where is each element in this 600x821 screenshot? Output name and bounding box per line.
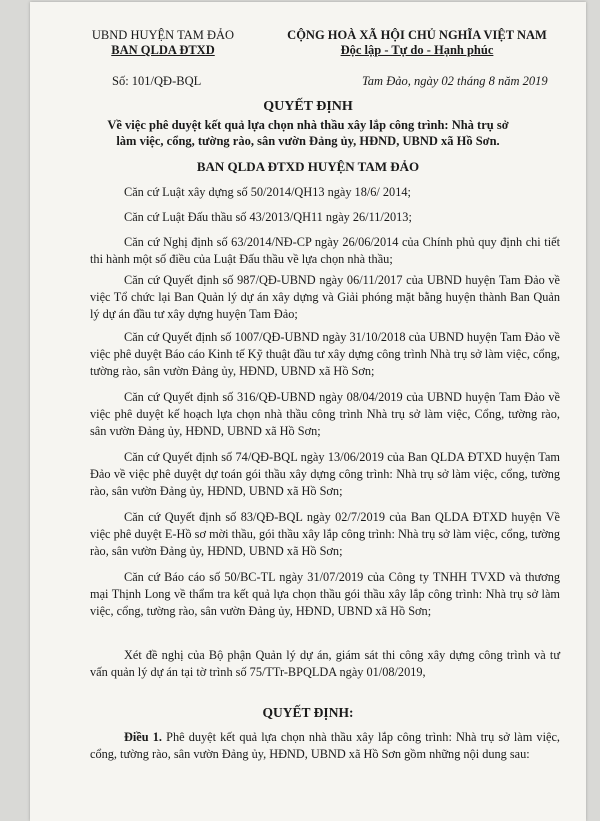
national-header xyxy=(262,28,572,58)
document-title: QUYẾT ĐỊNH xyxy=(263,99,353,114)
proposal-paragraph: Xét đề nghị của Bộ phận Quản lý dự án, giám sát thi công xây dựng công trình và tư vấn quản lý dự án tại tờ trình số 75/TTr-BPQLDA ngày 01/08/2019, xyxy=(90,648,560,679)
legal-basis-1: Căn cứ Luật xây dựng số 50/2014/QH13 ngày 18/6/ 2014; xyxy=(124,185,411,199)
unit-name: BAN QLDA ĐTXD xyxy=(111,43,215,57)
legal-basis-8: Căn cứ Quyết định số 83/QĐ-BQL ngày 02/7/2019 của Ban QLDA ĐTXD huyện Về việc phê duyệt E-Hồ sơ mời thầu, gói thầu xây lắp công trình: Nhà trụ sở làm việc, cổng, tường rào, sân vườn Đảng ủy, HĐND, UBND xã Hồ Sơn; xyxy=(90,510,560,558)
legal-basis-5: Căn cứ Quyết định số 1007/QĐ-UBND ngày 31/10/2018 của UBND huyện Tam Đảo về việc phê duyệt Báo cáo Kinh tế Kỹ thuật đầu tư xây dựng công trình Nhà trụ sở làm việc, cổng, tường rào, sân vườn Đảng ủy, HĐND, UBND xã Hồ Sơn; xyxy=(90,330,560,378)
article-1-label: Điều 1. xyxy=(124,730,162,744)
org-name: UBND HUYỆN TAM ĐẢO xyxy=(91,28,235,42)
authority-heading: BAN QLDA ĐTXD HUYỆN TAM ĐẢO xyxy=(196,159,420,174)
decision-heading: QUYẾT ĐỊNH: xyxy=(262,705,354,720)
document-page xyxy=(30,2,586,821)
issue-date: Tam Đảo, ngày 02 tháng 8 năm 2019 xyxy=(362,74,548,88)
subject-line-2: làm việc, cổng, tường rào, sân vườn Đảng ủy, HĐND, UBND xã Hồ Sơn. xyxy=(116,134,500,148)
article-1-text: Phê duyệt kết quả lựa chọn nhà thầu xây lắp công trình: Nhà trụ sở làm việc, cổng, tường rào, sân vườn Đảng ủy, HĐND, UBND xã Hồ Sơn gồm những nội dung sau: xyxy=(90,730,560,761)
legal-basis-2: Căn cứ Luật Đấu thầu số 43/2013/QH11 ngày 26/11/2013; xyxy=(124,210,412,224)
legal-basis-4: Căn cứ Quyết định số 987/QĐ-UBND ngày 06/11/2017 của UBND huyện Tam Đảo về việc Tổ chức lại Ban Quản lý dự án xây dựng và Giải phóng mặt bằng huyện thành Ban Quản lý dự án đầu tư xây dựng huyện Tam Đảo; xyxy=(90,273,560,321)
country-name: CỘNG HOÀ XÃ HỘI CHỦ NGHĨA VIỆT NAM xyxy=(287,28,547,42)
article-1 xyxy=(90,729,560,763)
legal-basis-7: Căn cứ Quyết định số 74/QĐ-BQL ngày 13/06/2019 của Ban QLDA ĐTXD huyện Tam Đảo về việc phê duyệt dự toán gói thầu xây dựng công trình: Nhà trụ sở làm việc, cổng, tường rào, sân vườn Đảng ủy, HĐND, UBND xã Hồ Sơn; xyxy=(90,450,560,498)
legal-basis-6: Căn cứ Quyết định số 316/QĐ-UBND ngày 08/04/2019 của UBND huyện Tam Đảo về việc phê duyệt kế hoạch lựa chọn nhà thầu công trình Nhà trụ sở làm việc, Cổng, tường rào, sân vườn Đảng ủy, HĐND, UBND xã Hồ Sơn; xyxy=(90,390,560,438)
subject-line-1: Về việc phê duyệt kết quả lựa chọn nhà thầu xây lắp công trình: Nhà trụ sở xyxy=(107,118,509,132)
legal-basis-3: Căn cứ Nghị định số 63/2014/NĐ-CP ngày 26/06/2014 của Chính phủ quy định chi tiết thi hành một số điều của Luật Đấu thầu về lựa chọn nhà thầu; xyxy=(90,235,560,266)
document-number: Số: 101/QĐ-BQL xyxy=(112,74,202,88)
national-motto: Độc lập - Tự do - Hạnh phúc xyxy=(340,43,494,57)
issuing-authority xyxy=(88,28,238,58)
legal-basis-9: Căn cứ Báo cáo số 50/BC-TL ngày 31/07/2019 của Công ty TNHH TVXD và thương mại Thịnh Long về thẩm tra kết quả lựa chọn thầu gói thầu xây lắp công trình: Nhà trụ sở làm việc, cổng, tường rào, sân vườn Đảng ủy, HĐND, UBND xã Hồ Sơn; xyxy=(90,570,560,618)
